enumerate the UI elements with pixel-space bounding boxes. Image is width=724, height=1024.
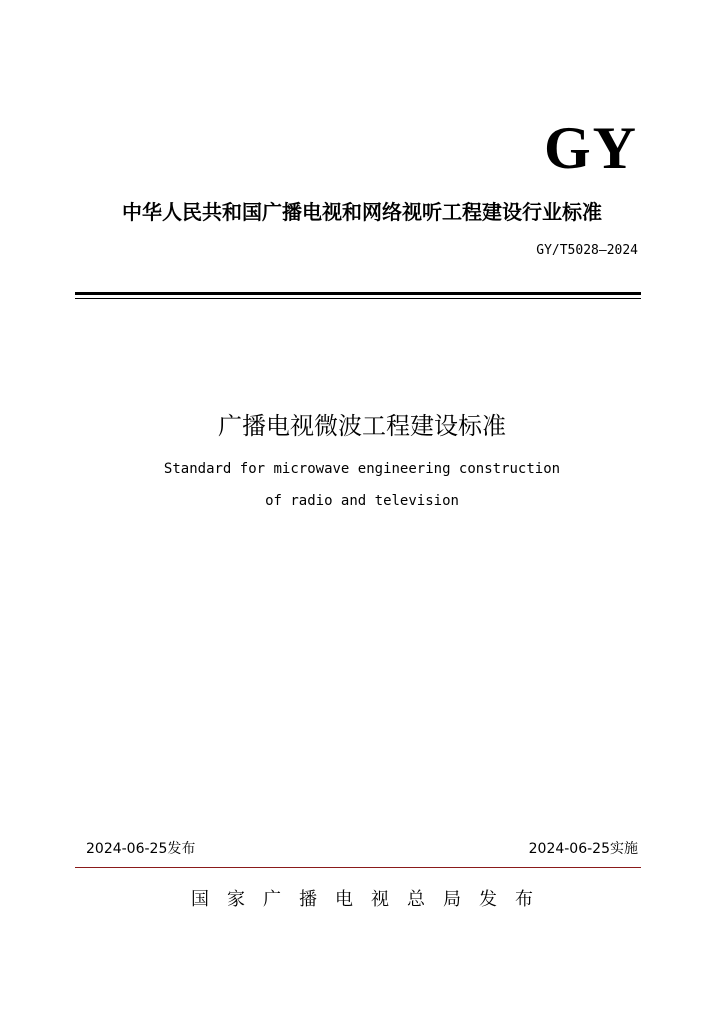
gy-logo: GY [544, 115, 638, 181]
publish-date-value: 2024-06-25 [86, 841, 168, 857]
header-divider-thin [75, 298, 641, 299]
implement-date-label: 实施 [610, 841, 638, 857]
header-divider-thick [75, 292, 641, 295]
publish-date [86, 838, 195, 860]
document-title-chinese: 广播电视微波工程建设标准 [218, 412, 506, 440]
issuing-authority: 国家广播电视总局发布 [191, 889, 551, 910]
implement-date [529, 838, 638, 860]
document-title-english-line1: Standard for microwave engineering construction [163, 461, 561, 477]
document-title-english-line2: of radio and television [265, 493, 459, 509]
implement-date-value: 2024-06-25 [528, 841, 610, 857]
standard-number: GY/T5028—2024 [536, 243, 638, 258]
footer-divider [75, 867, 641, 868]
standard-category-title: 中华人民共和国广播电视和网络视听工程建设行业标准 [122, 200, 602, 224]
publish-date-label: 发布 [167, 841, 196, 857]
